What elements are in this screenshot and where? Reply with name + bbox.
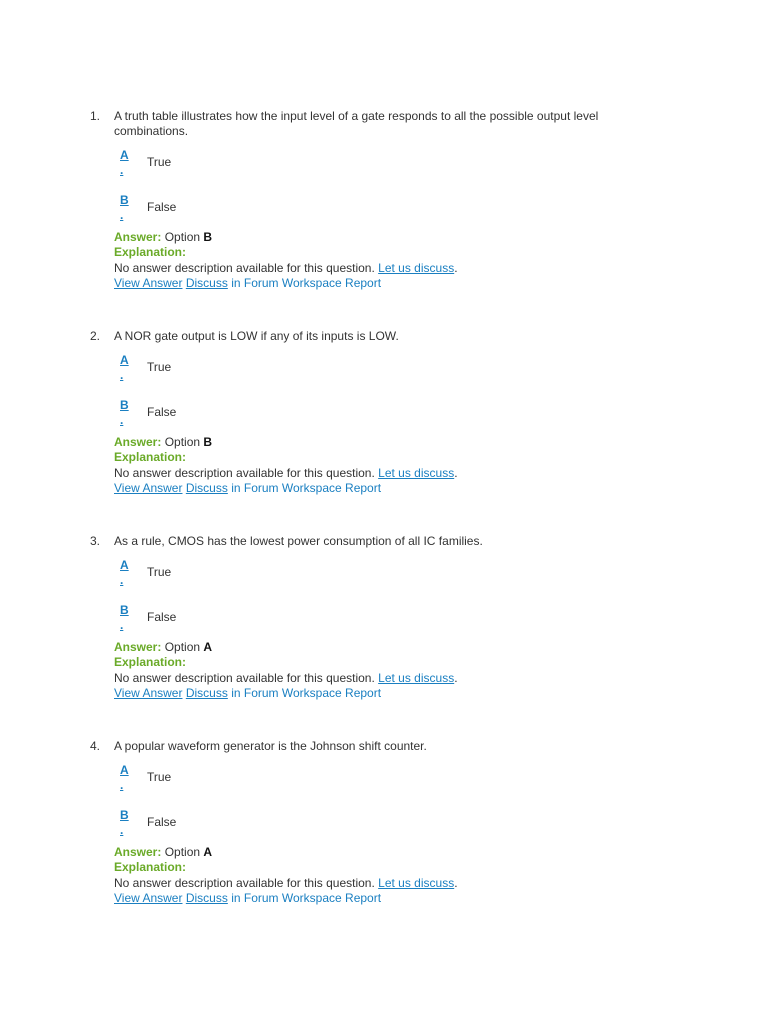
option-letter[interactable]: A xyxy=(120,148,129,162)
report-link[interactable]: Report xyxy=(345,686,382,700)
report-link[interactable]: Report xyxy=(345,276,382,290)
explanation-text-line xyxy=(114,466,458,481)
option-letter[interactable]: A xyxy=(120,353,129,367)
question-number: 2. xyxy=(90,329,101,343)
in-forum-text: in Forum xyxy=(231,686,279,700)
let-us-discuss-link[interactable]: Let us discuss xyxy=(378,876,455,890)
explanation-text: No answer description available for this question. xyxy=(114,671,375,685)
let-us-discuss-link[interactable]: Let us discuss xyxy=(378,466,455,480)
option-text: False xyxy=(147,610,177,624)
workspace-link[interactable]: Workspace xyxy=(281,276,342,290)
option-letter[interactable]: B xyxy=(120,193,129,207)
option-text: True xyxy=(147,155,172,169)
action-links xyxy=(114,686,381,701)
period: . xyxy=(454,876,458,890)
question-text: A popular waveform generator is the Johnson shift counter. xyxy=(114,739,427,753)
option-a[interactable] xyxy=(120,557,320,589)
question-number: 4. xyxy=(90,739,101,753)
option-text: True xyxy=(147,360,172,374)
report-link[interactable]: Report xyxy=(345,481,382,495)
view-answer-link[interactable]: View Answer xyxy=(114,481,183,495)
answer-value: A xyxy=(203,845,213,859)
explanation-label: Explanation: xyxy=(114,245,187,259)
option-dot[interactable]: . xyxy=(120,618,124,632)
answer-prefix: Option xyxy=(164,640,201,654)
answer-label: Answer: xyxy=(114,230,162,244)
explanation-label: Explanation: xyxy=(114,655,187,669)
discuss-link[interactable]: Discuss xyxy=(185,891,228,905)
answer-line xyxy=(114,230,212,245)
view-answer-link[interactable]: View Answer xyxy=(114,276,183,290)
option-letter[interactable]: B xyxy=(120,398,129,412)
answer-label: Answer: xyxy=(114,845,162,859)
period: . xyxy=(454,261,458,275)
question-text: A NOR gate output is LOW if any of its inputs is LOW. xyxy=(114,329,399,343)
answer-line xyxy=(114,435,212,450)
option-letter[interactable]: A xyxy=(120,763,129,777)
option-b[interactable] xyxy=(120,602,320,634)
answer-label: Answer: xyxy=(114,435,162,449)
question-number: 1. xyxy=(90,109,101,123)
workspace-link[interactable]: Workspace xyxy=(281,891,342,905)
option-b[interactable] xyxy=(120,397,320,429)
option-letter[interactable]: B xyxy=(120,808,129,822)
period: . xyxy=(454,671,458,685)
workspace-link[interactable]: Workspace xyxy=(281,686,342,700)
option-text: True xyxy=(147,770,172,784)
action-links xyxy=(114,891,381,906)
option-dot[interactable]: . xyxy=(120,573,124,587)
explanation-text-line xyxy=(114,261,458,276)
explanation-text-line xyxy=(114,671,458,686)
discuss-link[interactable]: Discuss xyxy=(185,276,228,290)
action-links xyxy=(114,481,381,496)
let-us-discuss-link[interactable]: Let us discuss xyxy=(378,261,455,275)
view-answer-link[interactable]: View Answer xyxy=(114,891,183,905)
question-text: As a rule, CMOS has the lowest power consumption of all IC families. xyxy=(114,534,483,548)
option-dot[interactable]: . xyxy=(120,413,124,427)
in-forum-text: in Forum xyxy=(231,891,279,905)
option-dot[interactable]: . xyxy=(120,368,124,382)
question-text: A truth table illustrates how the input level of a gate responds to all the possible output level combinations. xyxy=(114,109,599,138)
action-links xyxy=(114,276,381,291)
answer-line xyxy=(114,640,212,655)
in-forum-text: in Forum xyxy=(231,276,279,290)
option-a[interactable] xyxy=(120,762,320,794)
option-a[interactable] xyxy=(120,352,320,384)
option-dot[interactable]: . xyxy=(120,823,124,837)
option-text: True xyxy=(147,565,172,579)
let-us-discuss-link[interactable]: Let us discuss xyxy=(378,671,455,685)
answer-line xyxy=(114,845,212,860)
option-dot[interactable]: . xyxy=(120,778,124,792)
answer-value: B xyxy=(203,435,213,449)
option-text: False xyxy=(147,405,177,419)
explanation-label: Explanation: xyxy=(114,450,187,464)
report-link[interactable]: Report xyxy=(345,891,382,905)
answer-prefix: Option xyxy=(164,435,201,449)
option-dot[interactable]: . xyxy=(120,163,124,177)
explanation-text-line xyxy=(114,876,458,891)
discuss-link[interactable]: Discuss xyxy=(185,481,228,495)
answer-value: A xyxy=(203,640,213,654)
workspace-link[interactable]: Workspace xyxy=(281,481,342,495)
question-number: 3. xyxy=(90,534,101,548)
view-answer-link[interactable]: View Answer xyxy=(114,686,183,700)
option-text: False xyxy=(147,200,177,214)
answer-prefix: Option xyxy=(164,845,201,859)
answer-prefix: Option xyxy=(164,230,201,244)
explanation-text: No answer description available for this question. xyxy=(114,261,375,275)
option-b[interactable] xyxy=(120,807,320,839)
option-dot[interactable]: . xyxy=(120,208,124,222)
option-text: False xyxy=(147,815,177,829)
answer-label: Answer: xyxy=(114,640,162,654)
explanation-label: Explanation: xyxy=(114,860,187,874)
answer-value: B xyxy=(203,230,213,244)
option-a[interactable] xyxy=(120,147,320,179)
discuss-link[interactable]: Discuss xyxy=(185,686,228,700)
option-b[interactable] xyxy=(120,192,320,224)
period: . xyxy=(454,466,458,480)
explanation-text: No answer description available for this question. xyxy=(114,876,375,890)
explanation-text: No answer description available for this question. xyxy=(114,466,375,480)
in-forum-text: in Forum xyxy=(231,481,279,495)
option-letter[interactable]: A xyxy=(120,558,129,572)
option-letter[interactable]: B xyxy=(120,603,129,617)
